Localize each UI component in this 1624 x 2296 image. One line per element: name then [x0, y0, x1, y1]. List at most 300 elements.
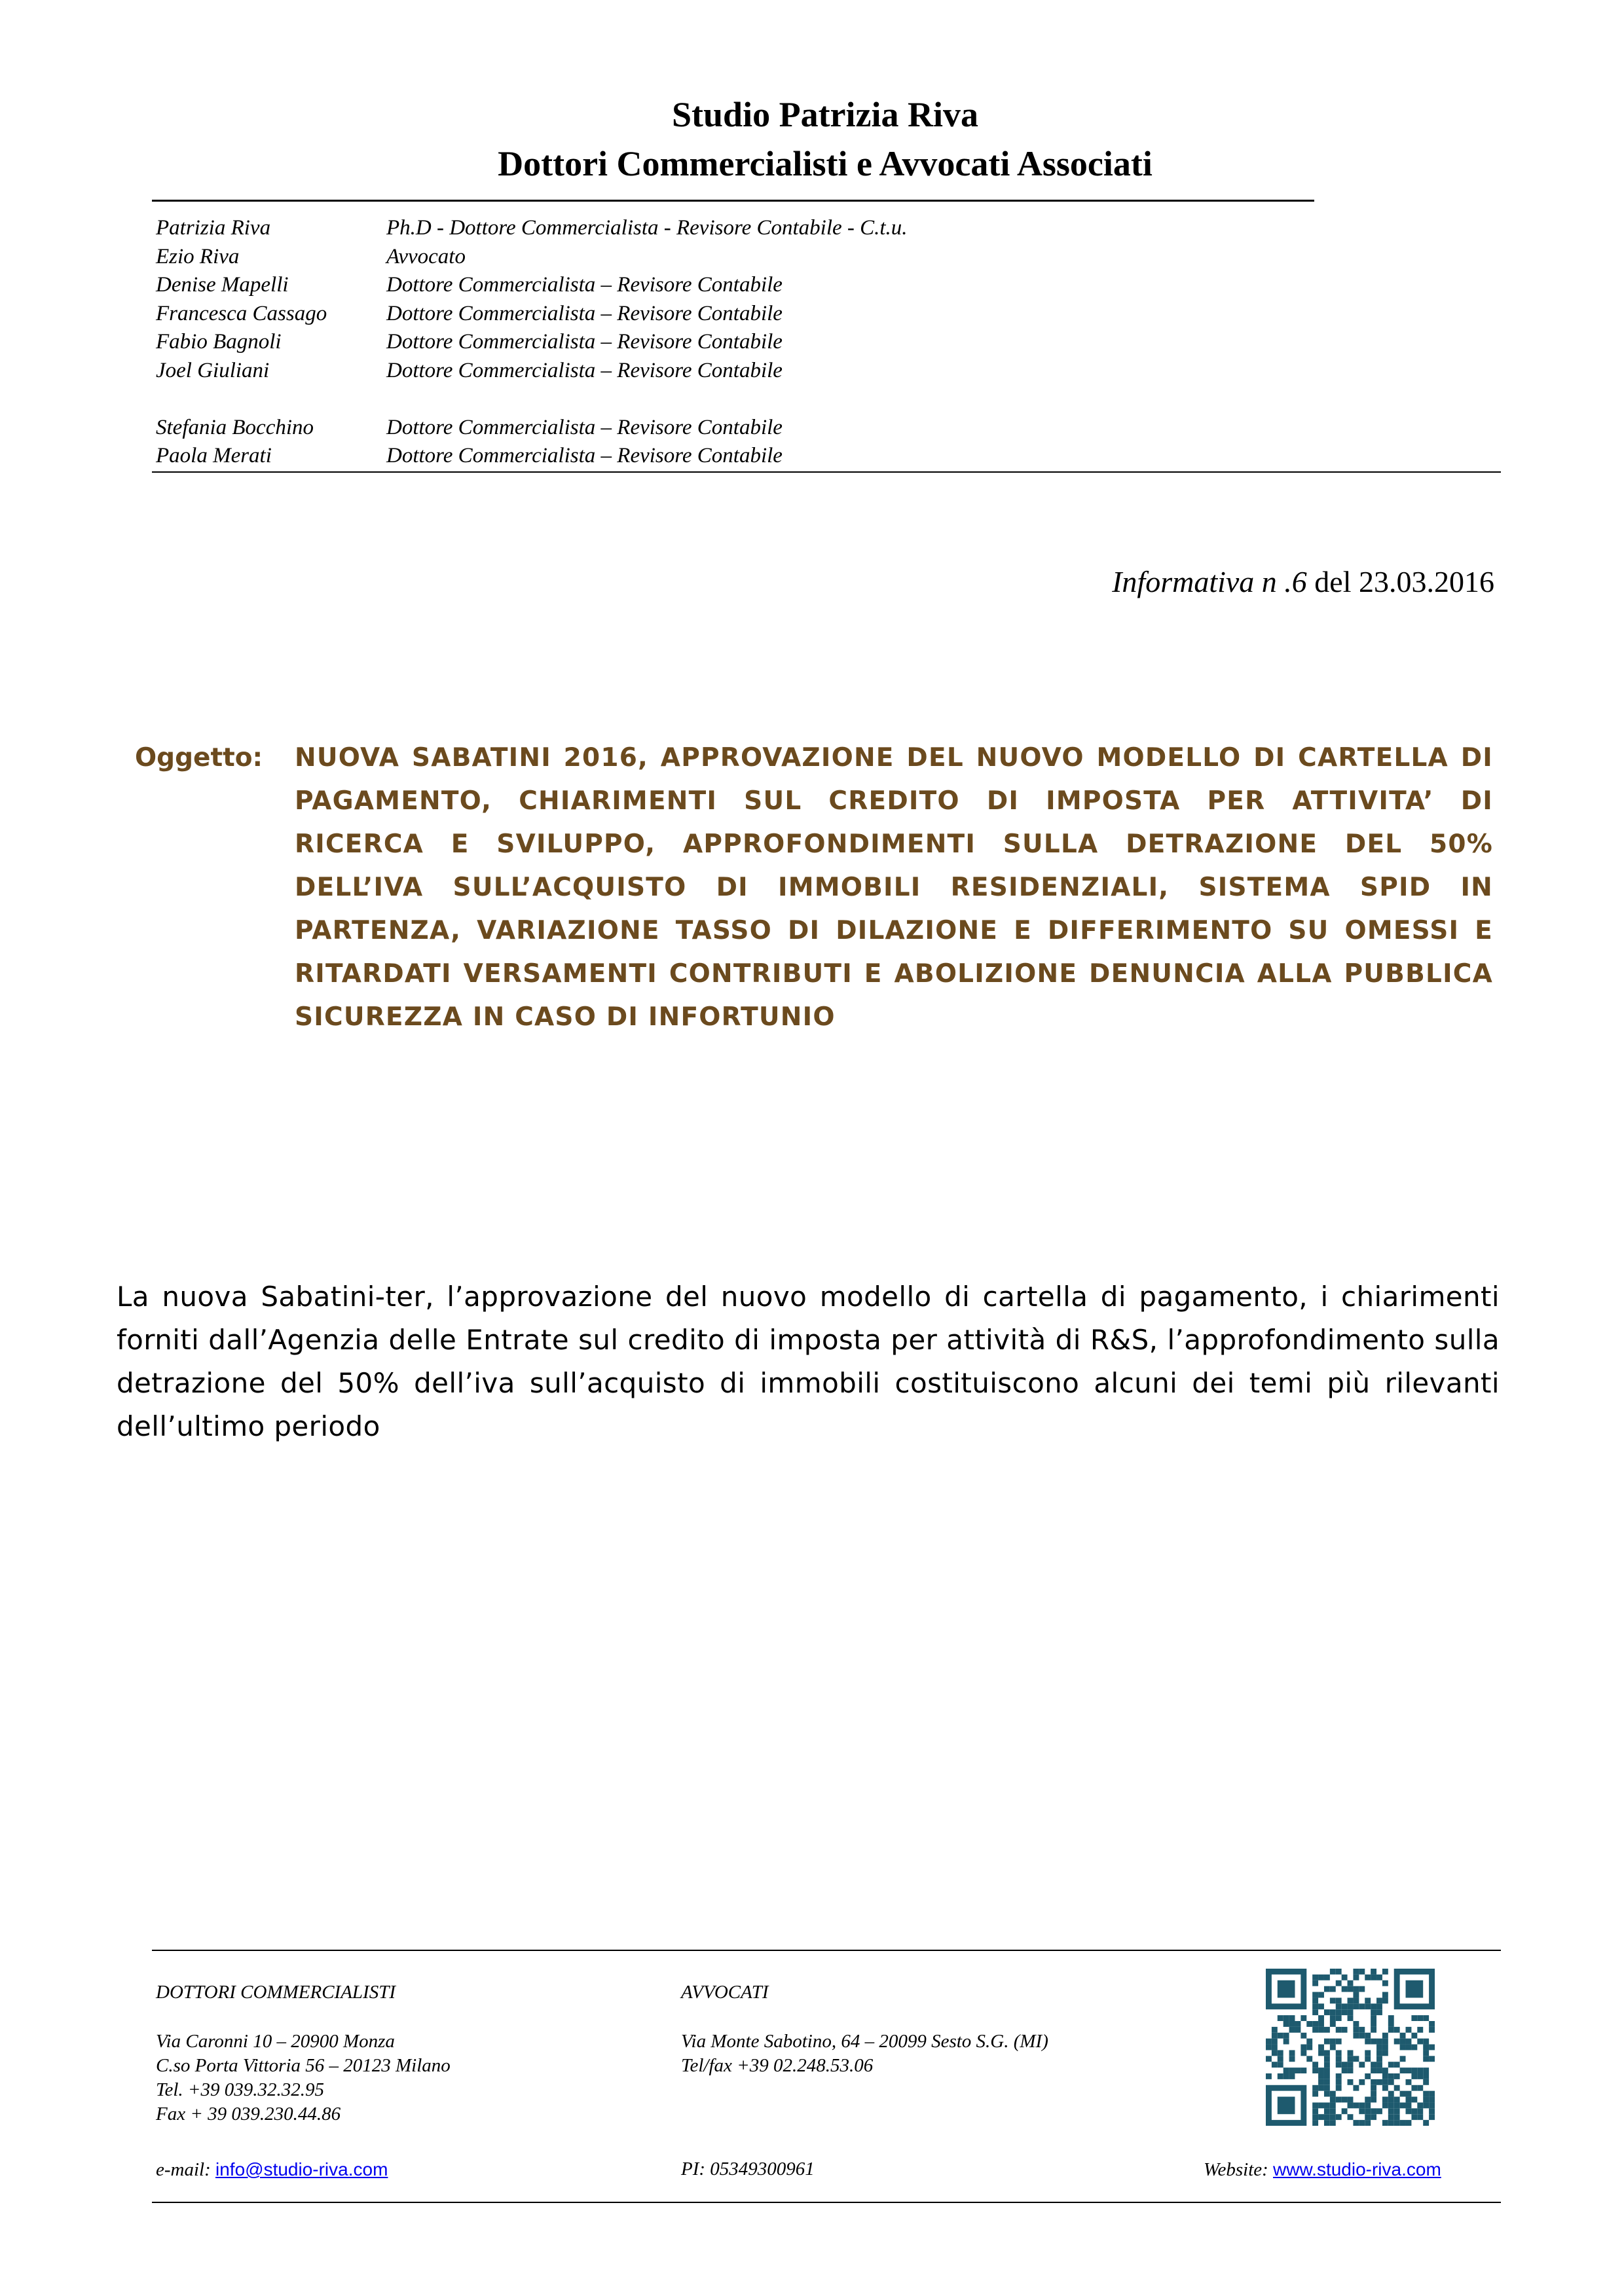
qr-module: [1359, 2108, 1365, 2114]
qr-module: [1324, 2073, 1330, 2079]
qr-module: [1359, 2120, 1365, 2126]
qr-module: [1382, 2085, 1388, 2091]
qr-module: [1336, 2050, 1342, 2056]
qr-module: [1371, 2085, 1376, 2091]
qr-module: [1406, 2120, 1412, 2126]
qr-module: [1295, 2021, 1301, 2027]
qr-module: [1312, 2068, 1318, 2073]
header-rule: [152, 200, 1314, 202]
qr-module: [1266, 2056, 1272, 2062]
qr-module: [1359, 1986, 1365, 1992]
qr-module: [1382, 1980, 1388, 1986]
qr-module: [1324, 2027, 1330, 2033]
qr-module: [1336, 2079, 1342, 2085]
qr-module: [1336, 2009, 1342, 2015]
qr-module: [1371, 2114, 1376, 2120]
qr-module: [1348, 2050, 1354, 2056]
qr-module: [1388, 2015, 1394, 2021]
qr-module: [1400, 2056, 1406, 2062]
qr-module: [1278, 1980, 1295, 1998]
qr-module: [1382, 2073, 1388, 2079]
qr-module: [1318, 2015, 1324, 2021]
footer-address-line: Via Monte Sabotino, 64 – 20099 Sesto S.G. (MI): [681, 2031, 1048, 2052]
qr-module: [1400, 2033, 1406, 2039]
qr-module: [1312, 2021, 1318, 2027]
staff-name: Joel Giuliani: [156, 358, 270, 382]
qr-module: [1359, 2062, 1365, 2068]
qr-module: [1353, 2027, 1359, 2033]
qr-module: [1406, 2102, 1412, 2108]
qr-module: [1278, 2015, 1283, 2021]
qr-module: [1283, 2021, 1289, 2027]
qr-module: [1429, 2091, 1435, 2097]
qr-module: [1348, 2068, 1354, 2073]
qr-module: [1318, 2021, 1324, 2027]
qr-module: [1342, 2068, 1348, 2073]
qr-module: [1336, 2039, 1342, 2045]
staff-role: Dottore Commercialista – Revisore Contabile: [386, 358, 783, 382]
footer-avvocati-heading: AVVOCATI: [681, 1982, 769, 2003]
qr-module: [1353, 1975, 1359, 1980]
qr-module: [1394, 2120, 1400, 2126]
qr-module: [1330, 2108, 1336, 2114]
qr-module: [1394, 2085, 1400, 2091]
qr-module: [1376, 2056, 1382, 2062]
qr-module: [1266, 2039, 1272, 2045]
qr-module: [1417, 2039, 1423, 2045]
staff-role: Ph.D - Dottore Commercialista - Revisore Contabile - C.t.u.: [386, 216, 908, 240]
qr-module: [1388, 2114, 1394, 2120]
firm-name: Studio Patrizia Riva: [672, 95, 978, 134]
qr-module: [1330, 2021, 1336, 2027]
qr-module: [1394, 2114, 1400, 2120]
footer-commercialisti-address: [156, 2030, 451, 2126]
qr-module: [1318, 2085, 1324, 2091]
qr-module: [1306, 2056, 1312, 2062]
qr-module: [1301, 2068, 1306, 2073]
qr-module: [1353, 2120, 1359, 2126]
qr-module: [1353, 2102, 1359, 2108]
qr-module: [1324, 2108, 1330, 2114]
qr-module: [1376, 2009, 1382, 2015]
footer-avvocati-address: [681, 2030, 1048, 2078]
qr-module: [1371, 2003, 1376, 2009]
qr-module: [1283, 2068, 1289, 2073]
qr-module: [1342, 2027, 1348, 2033]
qr-module: [1394, 2108, 1400, 2114]
qr-module: [1382, 2033, 1388, 2039]
qr-module: [1423, 2015, 1429, 2021]
qr-module: [1301, 2033, 1306, 2039]
qr-module: [1353, 1992, 1359, 1998]
qr-module: [1400, 2068, 1406, 2073]
qr-module: [1272, 2045, 1278, 2050]
qr-module: [1423, 2050, 1429, 2056]
qr-module: [1382, 2097, 1388, 2103]
qr-module: [1330, 1986, 1336, 1992]
footer-fax: Fax + 39 039.230.44.86: [156, 2104, 341, 2124]
qr-module: [1353, 2033, 1359, 2039]
qr-code-icon: [1266, 1969, 1435, 2126]
qr-module: [1417, 2068, 1423, 2073]
qr-module: [1411, 2097, 1417, 2103]
qr-module: [1411, 2085, 1417, 2091]
qr-module: [1394, 2102, 1400, 2108]
qr-module: [1318, 2102, 1324, 2108]
qr-module: [1353, 1969, 1359, 1975]
qr-module: [1336, 2097, 1342, 2103]
qr-module: [1429, 2102, 1435, 2108]
footer-commercialisti-heading: DOTTORI COMMERCIALISTI: [156, 1982, 396, 2003]
qr-module: [1406, 2097, 1412, 2103]
qr-module: [1382, 2050, 1388, 2056]
qr-module: [1324, 2068, 1330, 2073]
footer-phone: Tel/fax +39 02.248.53.06: [681, 2055, 874, 2076]
qr-module: [1324, 2085, 1330, 2091]
qr-module: [1324, 2079, 1330, 2085]
qr-module: [1342, 2097, 1348, 2103]
qr-module: [1324, 2056, 1330, 2062]
qr-module: [1312, 2085, 1318, 2091]
qr-module: [1376, 2050, 1382, 2056]
qr-module: [1312, 2003, 1318, 2009]
email-label: e-mail:: [156, 2159, 211, 2180]
qr-module: [1301, 2045, 1306, 2050]
qr-module: [1376, 2003, 1382, 2009]
staff-role: Dottore Commercialista – Revisore Contabile: [386, 330, 783, 354]
qr-module: [1278, 2050, 1283, 2056]
subject-label: Oggetto:: [135, 743, 263, 773]
qr-module: [1359, 2033, 1365, 2039]
qr-module: [1382, 1997, 1388, 2003]
qr-module: [1342, 2108, 1348, 2114]
qr-module: [1388, 2073, 1394, 2079]
qr-module: [1406, 2108, 1412, 2114]
qr-module: [1417, 2073, 1423, 2079]
qr-module: [1336, 2062, 1342, 2068]
qr-module: [1411, 2015, 1417, 2021]
qr-module: [1348, 2015, 1354, 2021]
staff-name: Fabio Bagnoli: [156, 330, 282, 354]
website-label: Website:: [1204, 2159, 1268, 2180]
qr-module: [1342, 1975, 1348, 1980]
qr-module: [1365, 2114, 1371, 2120]
qr-module: [1278, 2033, 1283, 2039]
qr-module: [1382, 2045, 1388, 2050]
qr-module: [1324, 2039, 1330, 2045]
qr-module: [1272, 2033, 1278, 2039]
qr-module: [1312, 1997, 1318, 2003]
staff-name: Stefania Bocchino: [156, 415, 314, 439]
qr-module: [1283, 2015, 1289, 2021]
qr-module: [1382, 2120, 1388, 2126]
qr-module: [1371, 2015, 1376, 2021]
website-link[interactable]: www.studio-riva.com: [1273, 2159, 1441, 2179]
qr-module: [1348, 2009, 1354, 2015]
qr-module: [1365, 2102, 1371, 2108]
qr-module: [1388, 2027, 1394, 2033]
qr-module: [1388, 2079, 1394, 2085]
qr-module: [1318, 1975, 1324, 1980]
qr-module: [1411, 2033, 1417, 2039]
qr-module: [1306, 2039, 1312, 2045]
qr-module: [1365, 2039, 1371, 2045]
qr-module: [1312, 1992, 1318, 1998]
qr-module: [1330, 2039, 1336, 2045]
qr-module: [1330, 2097, 1336, 2103]
qr-module: [1417, 2114, 1423, 2120]
staff-role: Dottore Commercialista – Revisore Contabile: [386, 415, 783, 439]
qr-module: [1417, 2015, 1423, 2021]
staff-name: Francesca Cassago: [156, 301, 327, 325]
qr-module: [1330, 2045, 1336, 2050]
qr-module: [1336, 1980, 1342, 1986]
qr-module: [1359, 1969, 1365, 1975]
qr-module: [1365, 2033, 1371, 2039]
qr-module: [1429, 2097, 1435, 2103]
qr-module: [1406, 2079, 1412, 2085]
footer-address-line: C.so Porta Vittoria 56 – 20123 Milano: [156, 2055, 451, 2076]
qr-module: [1365, 2097, 1371, 2103]
qr-module: [1365, 2073, 1371, 2079]
qr-module: [1423, 2120, 1429, 2126]
qr-module: [1283, 2073, 1289, 2079]
qr-module: [1406, 2045, 1412, 2050]
qr-module: [1348, 2102, 1354, 2108]
qr-module: [1330, 1969, 1336, 1975]
qr-module: [1318, 2045, 1324, 2050]
qr-module: [1382, 2079, 1388, 2085]
qr-module: [1371, 2068, 1376, 2073]
qr-module: [1406, 2039, 1412, 2045]
qr-module: [1376, 2039, 1382, 2045]
qr-module: [1423, 2068, 1429, 2073]
qr-module: [1295, 2027, 1301, 2033]
qr-module: [1330, 2102, 1336, 2108]
qr-module: [1394, 2039, 1400, 2045]
qr-module: [1359, 2102, 1365, 2108]
qr-module: [1289, 2073, 1295, 2079]
qr-module: [1423, 2045, 1429, 2050]
qr-module: [1406, 2027, 1412, 2033]
informativa-line: [1112, 564, 1494, 599]
footer-phone: Tel. +39 039.32.32.95: [156, 2079, 324, 2100]
qr-module: [1324, 2062, 1330, 2068]
qr-module: [1365, 2120, 1371, 2126]
qr-module: [1278, 2056, 1283, 2062]
qr-module: [1312, 2120, 1318, 2126]
qr-module: [1312, 2102, 1318, 2108]
qr-module: [1411, 2073, 1417, 2079]
qr-module: [1388, 2108, 1394, 2114]
qr-module: [1289, 2027, 1295, 2033]
qr-module: [1330, 2091, 1336, 2097]
staff-role: Dottore Commercialista – Revisore Contabile: [386, 444, 783, 467]
qr-module: [1353, 2003, 1359, 2009]
qr-module: [1312, 2062, 1318, 2068]
qr-module: [1306, 2021, 1312, 2027]
qr-module: [1417, 2085, 1423, 2091]
footer-top-rule: [152, 1950, 1501, 1951]
qr-module: [1324, 2102, 1330, 2108]
qr-module: [1359, 2027, 1365, 2033]
footer-website: [1204, 2157, 1441, 2182]
qr-module: [1318, 2050, 1324, 2056]
staff-name: Paola Merati: [156, 444, 272, 467]
qr-module: [1359, 2079, 1365, 2085]
qr-module: [1348, 2097, 1354, 2103]
qr-module: [1318, 1992, 1324, 1998]
qr-module: [1376, 2068, 1382, 2073]
qr-module: [1324, 2114, 1330, 2120]
qr-module: [1324, 1975, 1330, 1980]
qr-module: [1348, 1997, 1354, 2003]
staff-name: Ezio Riva: [156, 244, 240, 268]
qr-module: [1306, 2045, 1312, 2050]
qr-module: [1318, 2073, 1324, 2079]
qr-module: [1318, 2027, 1324, 2033]
qr-module: [1400, 2102, 1406, 2108]
qr-module: [1336, 2073, 1342, 2079]
qr-module: [1429, 2021, 1435, 2027]
qr-module: [1353, 1997, 1359, 2003]
qr-module: [1394, 2073, 1400, 2079]
qr-module: [1359, 2003, 1365, 2009]
qr-module: [1371, 2079, 1376, 2085]
qr-module: [1278, 2097, 1295, 2115]
qr-module: [1348, 2114, 1354, 2120]
qr-module: [1272, 2050, 1278, 2056]
qr-module: [1429, 2114, 1435, 2120]
qr-module: [1423, 2091, 1429, 2097]
qr-module: [1411, 2045, 1417, 2050]
qr-module: [1318, 2114, 1324, 2120]
qr-module: [1330, 2015, 1336, 2021]
qr-module: [1365, 2050, 1371, 2056]
qr-module: [1318, 2079, 1324, 2085]
qr-module: [1423, 2073, 1429, 2079]
qr-module: [1382, 1969, 1388, 1975]
qr-module: [1353, 2056, 1359, 2062]
qr-module: [1342, 2003, 1348, 2009]
qr-module: [1376, 1975, 1382, 1980]
qr-module: [1371, 1975, 1376, 1980]
qr-module: [1353, 2021, 1359, 2027]
qr-module: [1312, 2108, 1318, 2114]
qr-module: [1278, 2073, 1283, 2079]
qr-module: [1353, 2085, 1359, 2091]
qr-module: [1272, 2027, 1278, 2033]
qr-module: [1423, 2102, 1429, 2108]
qr-module: [1348, 2056, 1354, 2062]
qr-module: [1394, 2062, 1400, 2068]
qr-module: [1388, 2062, 1394, 2068]
qr-module: [1365, 1975, 1371, 1980]
qr-module: [1266, 2073, 1272, 2079]
qr-module: [1312, 2009, 1318, 2015]
qr-module: [1318, 2003, 1324, 2009]
qr-module: [1429, 2108, 1435, 2114]
qr-module: [1324, 2091, 1330, 2097]
staff-role: Dottore Commercialista – Revisore Contabile: [386, 301, 783, 325]
qr-module: [1376, 1997, 1382, 2003]
qr-module: [1318, 2068, 1324, 2073]
qr-module: [1382, 2102, 1388, 2108]
qr-module: [1312, 2091, 1318, 2097]
qr-module: [1324, 2009, 1330, 2015]
qr-module: [1371, 2108, 1376, 2114]
qr-module: [1417, 2108, 1423, 2114]
qr-module: [1388, 2097, 1394, 2103]
qr-module: [1283, 2039, 1289, 2045]
qr-module: [1417, 2102, 1423, 2108]
qr-module: [1376, 2108, 1382, 2114]
qr-module: [1411, 2114, 1417, 2120]
qr-module: [1348, 2079, 1354, 2085]
qr-module: [1348, 1986, 1354, 1992]
qr-module: [1312, 2114, 1318, 2120]
qr-module: [1376, 2079, 1382, 2085]
footer-bottom-rule: [152, 2202, 1501, 2203]
qr-module: [1371, 2097, 1376, 2103]
qr-module: [1394, 2027, 1400, 2033]
qr-module: [1371, 2009, 1376, 2015]
informativa-date: del 23.03.2016: [1314, 565, 1494, 598]
qr-module: [1382, 2039, 1388, 2045]
footer-address-line: Via Caronni 10 – 20900 Monza: [156, 2031, 395, 2052]
body-paragraph: La nuova Sabatini-ter, l’approvazione del nuovo modello di cartella di pagamento, i chiarimenti forniti dall’Agenzia delle Entrate sul credito di imposta per attività di R&S, l’approfondimento sulla detrazione del 50% dell’iva sull’acquisto di immobili costituiscono alcuni dei temi più rilevanti dell’ultimo periodo: [117, 1281, 1500, 1442]
qr-module: [1417, 2027, 1423, 2033]
subject-text: NUOVA SABATINI 2016, APPROVAZIONE DEL NUOVO MODELLO DI CARTELLA DI PAGAMENTO, CHIARIMENTI SUL CREDITO DI IMPOSTA PER ATTIVITA’ DI RICERCA E SVILUPPO, APPROFONDIMENTI SULLA DETRAZIONE DEL 50% DELL’IVA SULL’ACQUISTO DI IMMOBILI RESIDENZIALI, SISTEMA SPID IN PARTENZA, VARIAZIONE TASSO DI DILAZIONE E DIFFERIMENTO SU OMESSI E RITARDATI VERSAMENTI CONTRIBUTI E ABOLIZIONE DENUNCIA ALLA PUBBLICA SICUREZZA IN CASO DI INFORTUNIO: [295, 743, 1493, 1032]
qr-module: [1330, 2114, 1336, 2120]
qr-module: [1400, 2039, 1406, 2045]
qr-module: [1388, 2120, 1394, 2126]
qr-module: [1406, 1980, 1424, 1998]
qr-module: [1371, 1969, 1376, 1975]
qr-module: [1295, 2068, 1301, 2073]
qr-module: [1336, 2003, 1342, 2009]
firm-subtitle: Dottori Commercialisti e Avvocati Associati: [498, 144, 1153, 183]
footer-email: [156, 2157, 388, 2182]
qr-module: [1411, 2068, 1417, 2073]
qr-module: [1388, 2091, 1394, 2097]
qr-module: [1353, 1986, 1359, 1992]
qr-module: [1400, 2045, 1406, 2050]
qr-module: [1382, 2068, 1388, 2073]
qr-module: [1382, 1992, 1388, 1998]
qr-module: [1289, 2015, 1295, 2021]
qr-module: [1371, 2027, 1376, 2033]
qr-module: [1283, 2033, 1289, 2039]
qr-module: [1289, 2068, 1295, 2073]
qr-module: [1365, 1997, 1371, 2003]
qr-module: [1348, 2062, 1354, 2068]
staff-rule: [152, 471, 1501, 473]
staff-role: Avvocato: [386, 244, 466, 268]
qr-module: [1406, 2068, 1412, 2073]
email-link[interactable]: info@studio-riva.com: [215, 2159, 388, 2179]
qr-module: [1272, 2062, 1278, 2068]
qr-module: [1342, 2009, 1348, 2015]
qr-module: [1371, 2091, 1376, 2097]
qr-module: [1312, 1975, 1318, 1980]
qr-module: [1411, 2108, 1417, 2114]
qr-module: [1365, 2003, 1371, 2009]
qr-module: [1371, 2062, 1376, 2068]
qr-module: [1336, 2114, 1342, 2120]
qr-module: [1376, 2062, 1382, 2068]
qr-module: [1301, 2050, 1306, 2056]
